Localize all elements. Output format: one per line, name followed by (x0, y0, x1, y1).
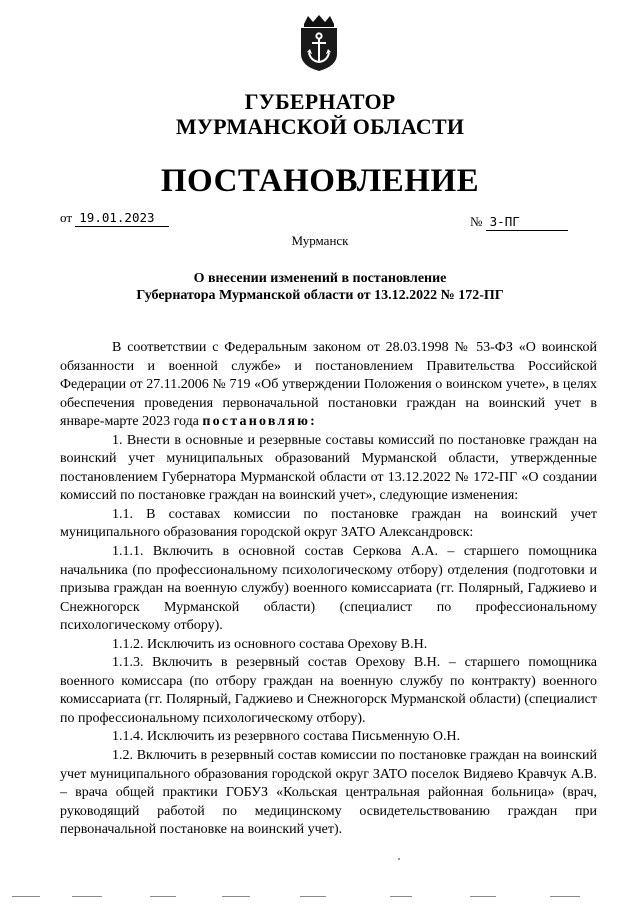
title-line1: О внесении изменений в постановление (193, 271, 447, 286)
preamble-text: В соответствии с Федеральным законом от 28.03.1998 № 53-ФЗ «О воинской обязанности и военной службе» и постановлением Правительства Российской Федерации от 27.11.2006 № 719 «Об утверждении Положения о воинском учете», в целях обеспечения проведения первоначальной постановки граждан на воинский учет в январе-марте 2023 года (60, 340, 597, 430)
title-line2: Губернатора Мурманской области от 13.12.2022 № 172-ПГ (136, 288, 504, 303)
governor-title-line1: ГУБЕРНАТОР (244, 89, 396, 114)
murmansk-coat-of-arms-icon (296, 14, 342, 72)
paragraph-preamble (60, 339, 597, 432)
document-title (60, 270, 580, 304)
paragraph-item-1: 1. Внести в основные и резервные составы комиссий по постановке граждан на воинский учет муниципальных образований Мурманской области, утвержденные постановлением Губернатора Мурманской области от 13.12.2022 № 172-ПГ «О создании комиссий по постановке граждан на воинский учет», следующие изменения: (60, 432, 597, 504)
governor-title-line2: МУРМАНСКОЙ ОБЛАСТИ (175, 114, 465, 139)
paragraph-item-1-1-1: 1.1.1. Включить в основной состав Серкова А.А. – старшего помощника начальника (по профессиональному психологическому отбору) отделения (подготовки и призыва граждан на военную службу) военного комиссариата (гг. Полярный, Гаджиево и Снежногорск Мурманской области) (специалист по профессиональному психологическому отбору). (60, 544, 597, 634)
document-body (60, 339, 597, 840)
city-name: Мурманск (291, 233, 349, 248)
paragraph-item-1-1: 1.1. В составах комиссии по постановке граждан на воинский учет муниципального образования городской округ ЗАТО Александровск: (60, 506, 597, 541)
number-value: 3-ПГ (486, 214, 568, 231)
scan-speck (398, 858, 400, 860)
document-type-heading: ПОСТАНОВЛЕНИЕ (160, 163, 480, 199)
document-date (60, 210, 169, 227)
date-label: от (60, 210, 73, 225)
number-label: № (470, 214, 483, 229)
paragraph-item-1-2: 1.2. Включить в резервный состав комиссии по постановке граждан на воинский учет муниципального образования городской округ ЗАТО поселок Видяево Кравчук А.В. – врача общей практики ГОБУЗ «Кольская центральная районная больница» (врач, руководящий работой по медицинскому освидетельствованию граждан при первоначальной постановке на воинский учет). (60, 748, 597, 838)
paragraph-item-1-1-3: 1.1.3. Включить в резервный состав Орехову В.Н. – старшего помощника военного комиссара (по отбору граждан на военную службу по контракту) военного комиссариата (гг. Полярный, Гаджиево и Снежногорск Мурманской области) (специалист по профессиональному психологическому отбору). (60, 655, 597, 726)
scan-footer-marks (0, 896, 640, 900)
document-number (470, 214, 568, 231)
paragraph-item-1-1-4: 1.1.4. Исключить из резервного состава Письменную О.Н. (112, 729, 461, 745)
date-value: 19.01.2023 (75, 210, 168, 227)
paragraph-item-1-1-2: 1.1.2. Исключить из основного состава Орехову В.Н. (112, 636, 428, 652)
decree-word: постановляю: (202, 414, 318, 430)
